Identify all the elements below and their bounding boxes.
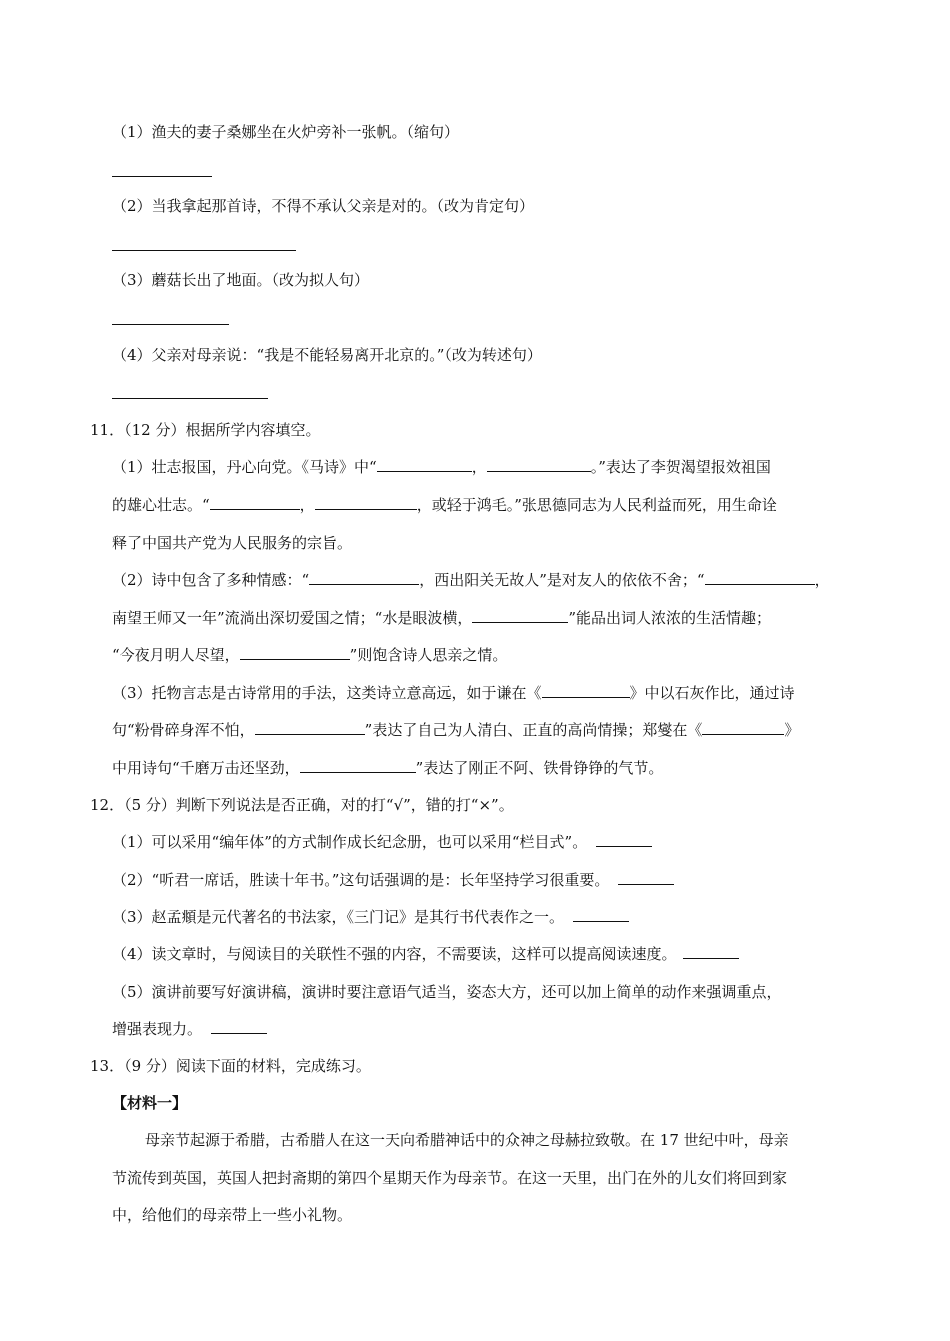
q12-item-5-cont: [112, 1019, 267, 1039]
answer-line-q10-2[interactable]: [112, 250, 296, 251]
blank-q11-5[interactable]: [309, 570, 419, 585]
q10-item-2: （2）当我拿起那首诗，不得不承认父亲是对的。（改为肯定句）: [112, 197, 535, 215]
q11-p1-text-a: （1）壮志报国，丹心向党。《马诗》中“: [112, 458, 377, 476]
blank-q11-10[interactable]: [255, 720, 365, 735]
blank-q11-12[interactable]: [300, 758, 416, 773]
q11-p2-line3: [112, 645, 507, 665]
q11-p3-text-f: 中用诗句“千磨万击还坚劲，: [112, 759, 300, 777]
q11-p1-text-b: ，: [471, 458, 487, 476]
q12-item-2: [112, 870, 674, 890]
blank-q11-3[interactable]: [210, 495, 300, 510]
blank-q12-3[interactable]: [573, 907, 629, 922]
q11-p3-text-a: （3）托物言志是古诗常用的手法，这类诗立意高远，如于谦在《: [112, 684, 542, 702]
q12-item-4-text: （4）读文章时，与阅读目的关联性不强的内容，不需要读，这样可以提高阅读速度。: [112, 945, 677, 963]
blank-q12-5[interactable]: [211, 1019, 267, 1034]
material-line-1: 母亲节起源于希腊，古希腊人在这一天向希腊神话中的众神之母赫拉致敬。在 17 世纪中叶，母亲: [145, 1131, 789, 1149]
q11-header: 11．（12 分）根据所学内容填空。: [90, 421, 321, 439]
blank-q11-8[interactable]: [240, 645, 350, 660]
blank-q11-1[interactable]: [377, 457, 472, 472]
answer-line-q10-1[interactable]: [112, 176, 212, 177]
q11-p2-text-f: “今夜月明人尽望，: [112, 646, 240, 664]
q12-item-3-text: （3）赵孟頫是元代著名的书法家，《三门记》是其行书代表作之一。: [112, 908, 565, 926]
q11-p2-text-e: ”能品出词人浓浓的生活情趣；: [568, 609, 772, 627]
q11-p2-text-a: （2）诗中包含了多种情感：“: [112, 571, 310, 589]
answer-line-q10-3[interactable]: [112, 324, 229, 325]
blank-q11-9[interactable]: [542, 683, 630, 698]
q13-header: 13．（9 分）阅读下面的材料，完成练习。: [90, 1057, 371, 1075]
blank-q12-4[interactable]: [683, 944, 739, 959]
blank-q11-4[interactable]: [315, 495, 417, 510]
q11-p3-text-e: 》: [784, 721, 800, 739]
q10-item-1: （1）渔夫的妻子桑娜坐在火炉旁补一张帆。（缩句）: [112, 123, 460, 141]
q11-p2-text-c: ，: [814, 571, 830, 589]
material-line-3: 中，给他们的母亲带上一些小礼物。: [112, 1206, 353, 1224]
material-line-2: 节流传到英国，英国人把封斋期的第四个星期天作为母亲节。在这一天里，出门在外的儿女们将回到家: [112, 1169, 788, 1187]
q12-item-1-text: （1）可以采用“编年体”的方式制作成长纪念册，也可以采用“栏目式”。: [112, 833, 588, 851]
q11-p3-text-c: 句“粉骨碎身浑不怕，: [112, 721, 255, 739]
q11-p3-text-b: 》中以石灰作比，通过诗: [629, 684, 795, 702]
q11-p2-text-b: ，西出阳关无故人”是对友人的依依不舍；“: [419, 571, 705, 589]
blank-q11-2[interactable]: [487, 457, 591, 472]
q11-p3-text-d: ”表达了自己为人清白、正直的高尚情操；郑燮在《: [364, 721, 703, 739]
blank-q12-2[interactable]: [618, 870, 674, 885]
q11-p3-line1: [112, 683, 795, 703]
q11-p3-text-g: ”表达了刚正不阿、铁骨铮铮的气节。: [415, 759, 664, 777]
q10-item-3: （3）蘑菇长出了地面。（改为拟人句）: [112, 271, 370, 289]
q10-item-4: （4）父亲对母亲说：“我是不能轻易离开北京的。”（改为转述句）: [112, 346, 542, 364]
q11-p1-line2: [112, 495, 777, 515]
answer-line-q10-4[interactable]: [112, 398, 268, 399]
q11-p2-line2: [112, 608, 771, 628]
q12-item-5: （5）演讲前要写好演讲稿，演讲时要注意语气适当，姿态大方，还可以加上简单的动作来强调重点，: [112, 983, 782, 1001]
q11-p1-text-d: 的雄心壮志。“: [112, 496, 210, 514]
q11-p1-line1: [112, 457, 771, 477]
blank-q11-7[interactable]: [472, 608, 568, 623]
q12-item-4: [112, 944, 739, 964]
q12-header: 12．（5 分）判断下列说法是否正确，对的打“√”，错的打“×”。: [90, 796, 514, 814]
blank-q11-11[interactable]: [702, 720, 784, 735]
q12-item-1: [112, 832, 652, 852]
q11-p1-text-c: 。”表达了李贺渴望报效祖国: [590, 458, 771, 476]
blank-q11-6[interactable]: [705, 570, 815, 585]
q11-p1-line3: 释了中国共产党为人民服务的宗旨。: [112, 534, 353, 552]
material-title: 【材料一】: [112, 1094, 188, 1112]
q11-p1-text-e: ，: [299, 496, 315, 514]
q12-item-3: [112, 907, 629, 927]
q11-p1-text-f: ，或轻于鸿毛。”张思德同志为人民利益而死，用生命诠: [416, 496, 777, 514]
q11-p3-line2: [112, 720, 799, 740]
q11-p2-text-g: ”则饱含诗人思亲之情。: [349, 646, 508, 664]
q12-item-5-cont-text: 增强表现力。: [112, 1020, 203, 1038]
blank-q12-1[interactable]: [596, 832, 652, 847]
q11-p2-line1: [112, 570, 830, 590]
q11-p2-text-d: 南望王师又一年”流淌出深切爱国之情；“水是眼波横，: [112, 609, 473, 627]
q11-p3-line3: [112, 758, 663, 778]
q12-item-2-text: （2）“听君一席话，胜读十年书。”这句话强调的是：长年坚持学习很重要。: [112, 871, 610, 889]
